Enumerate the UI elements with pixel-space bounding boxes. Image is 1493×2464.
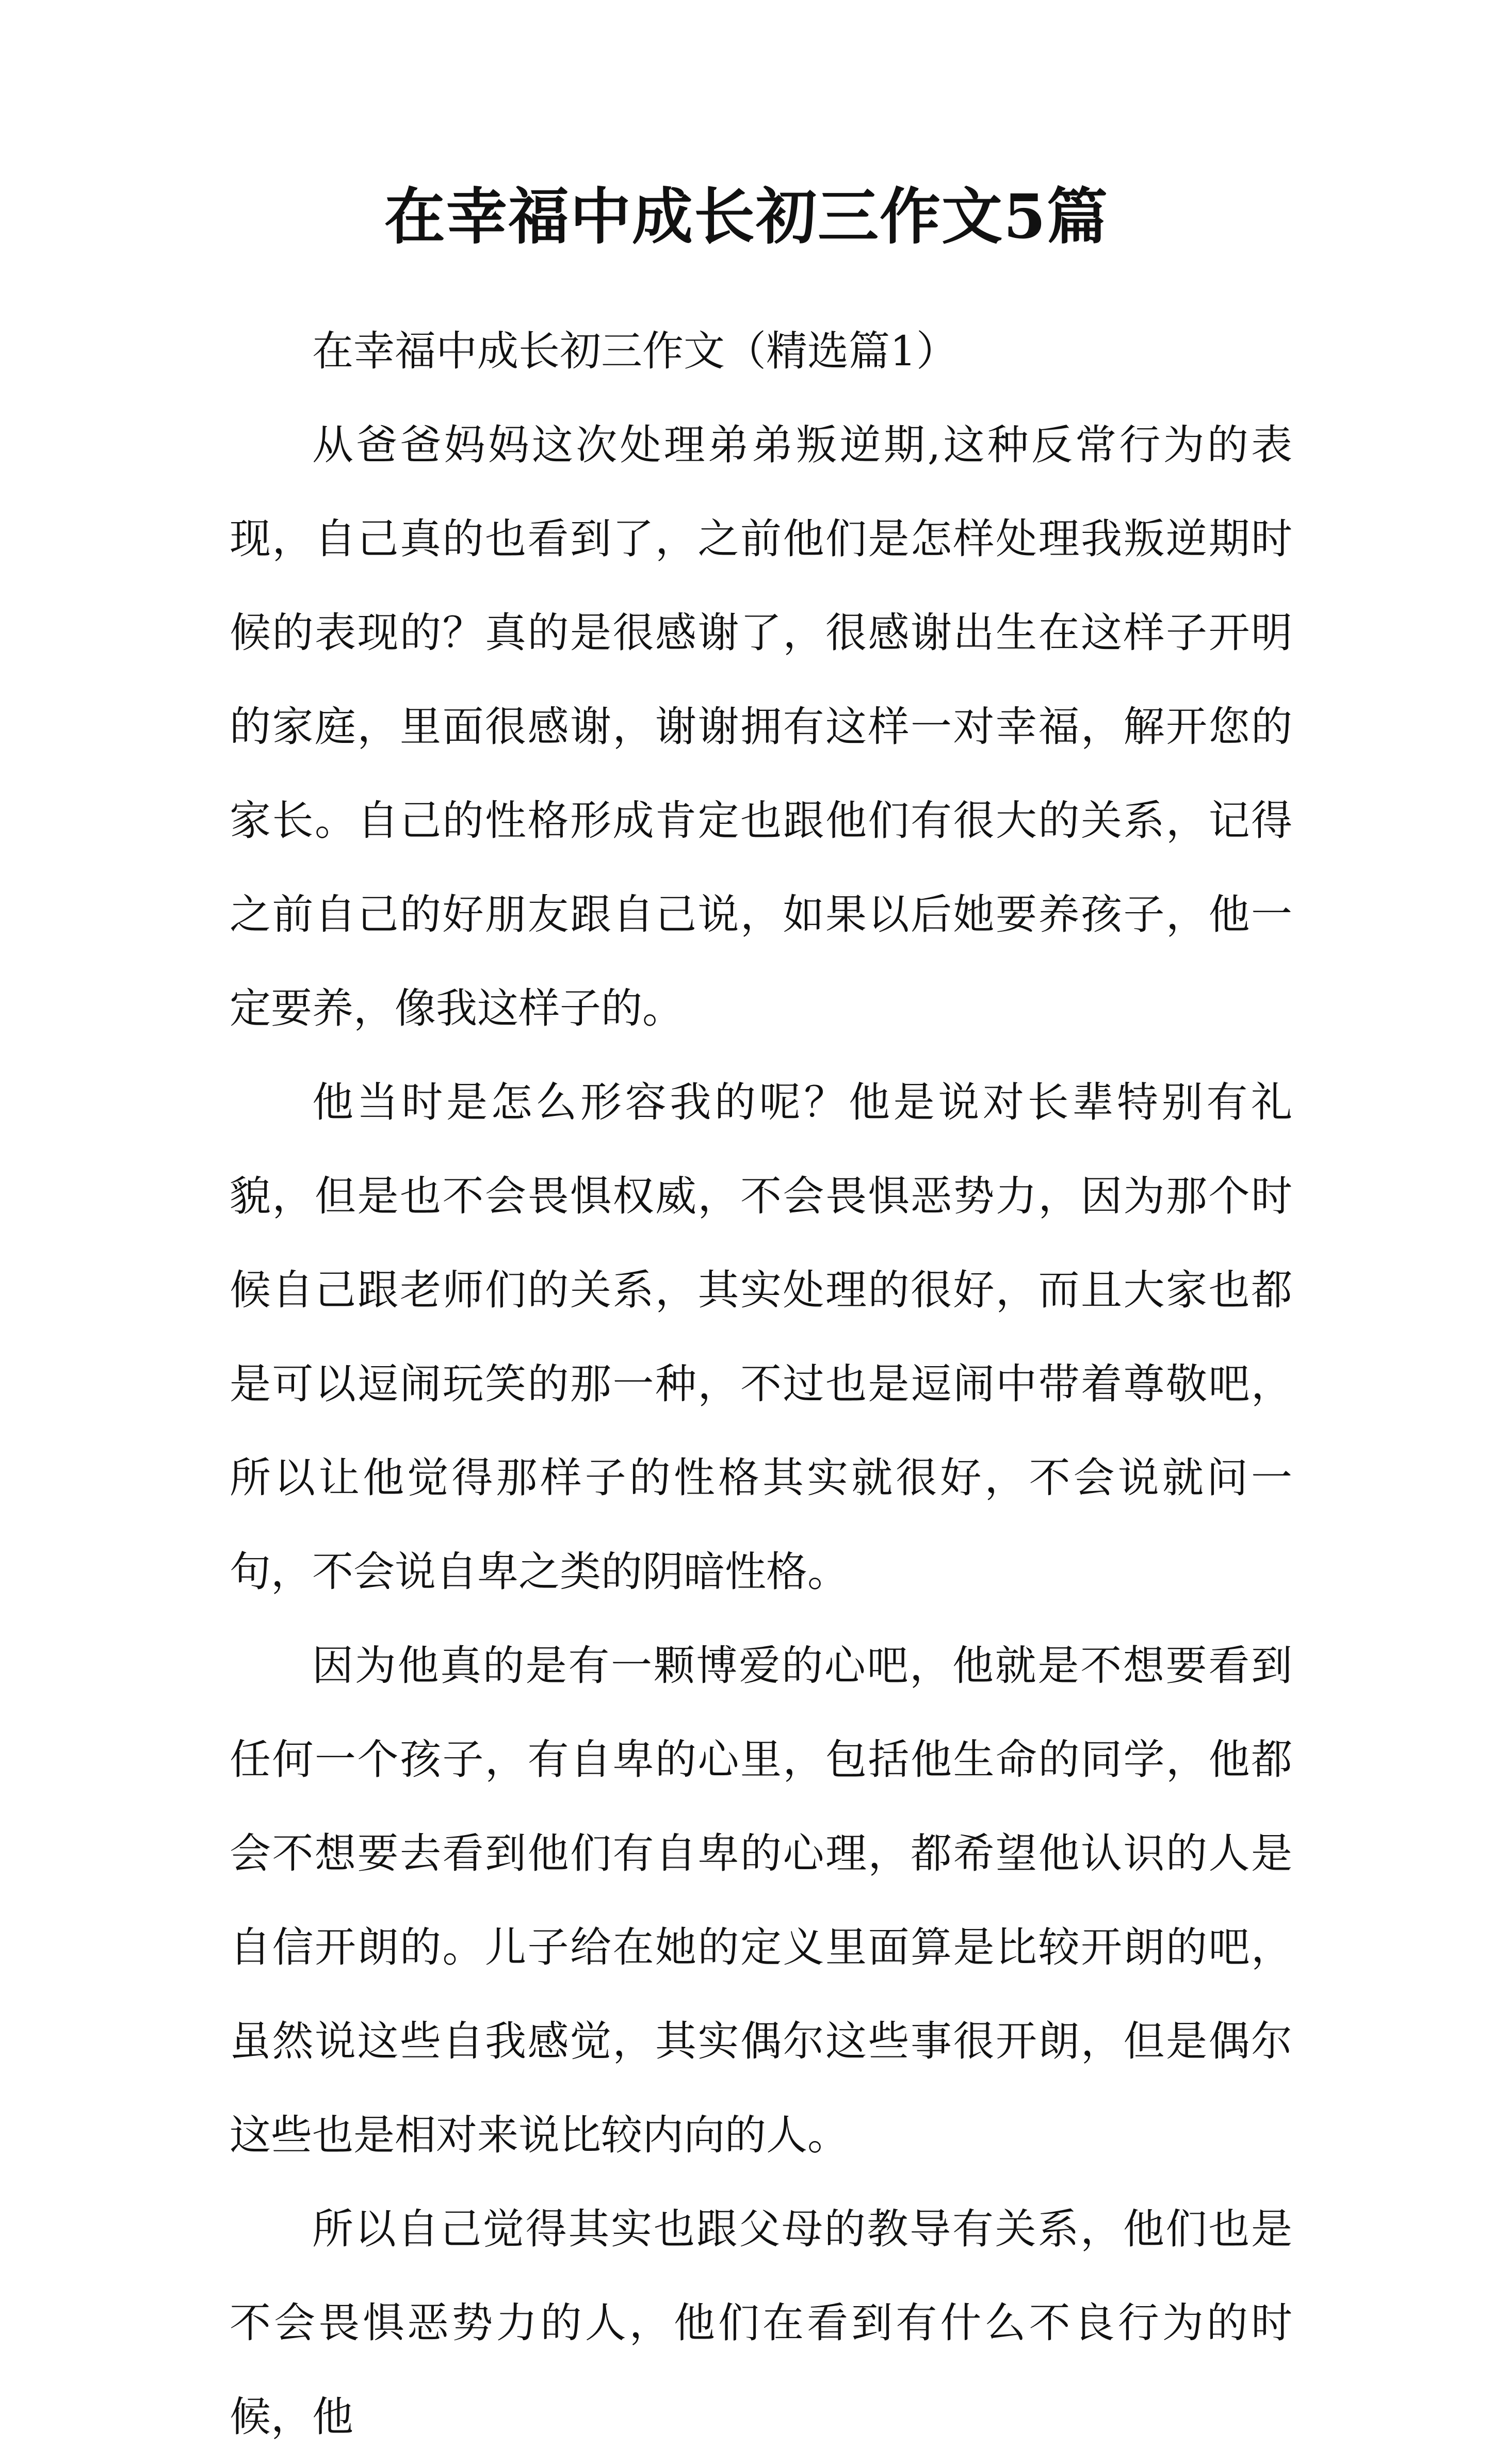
paragraph-3: 因为他真的是有一颗博爱的心吧，他就是不想要看到任何一个孩子，有自卑的心里，包括他生命的同学，他都会不想要去看到他们有自卑的心理，都希望他认识的人是自信开朗的。儿子给在她的定义里面算是比较开朗的吧，虽然说这些自我感觉，其实偶尔这些事很开朗，但是偶尔这些也是相对来说比较内向的人。 bbox=[230, 1642, 1292, 2159]
paragraph-2: 他当时是怎么形容我的呢？他是说对长辈特别有礼貌，但是也不会畏惧权威，不会畏惧恶势力，因为那个时候自己跟老师们的关系，其实处理的很好，而且大家也都是可以逗闹玩笑的那一种，不过也是逗闹中带着尊敬吧，所以让他觉得那样子的性格其实就很好，不会说就问一句，不会说自卑之类的阴暗性格。 bbox=[230, 1078, 1292, 1596]
paragraph-4: 所以自己觉得其实也跟父母的教导有关系，他们也是不会畏惧恶势力的人，他们在看到有什么不良行为的时候，他 bbox=[230, 2205, 1292, 2441]
document-body bbox=[230, 304, 1292, 2464]
paragraph-1: 从爸爸妈妈这次处理弟弟叛逆期,这种反常行为的表现，自己真的也看到了，之前他们是怎样处理我叛逆期时候的表现的？真的是很感谢了，很感谢出生在这样子开明的家庭，里面很感谢，谢谢拥有这样一对幸福，解开您的家长。自己的性格形成肯定也跟他们有很大的关系，记得之前自己的好朋友跟自己说，如果以后她要养孩子，他一定要养，像我这样子的。 bbox=[230, 421, 1292, 1032]
section-title: 在幸福中成长初三作文（精选篇1） bbox=[312, 327, 958, 375]
document-title: 在幸福中成长初三作文5篇 bbox=[384, 181, 1109, 252]
